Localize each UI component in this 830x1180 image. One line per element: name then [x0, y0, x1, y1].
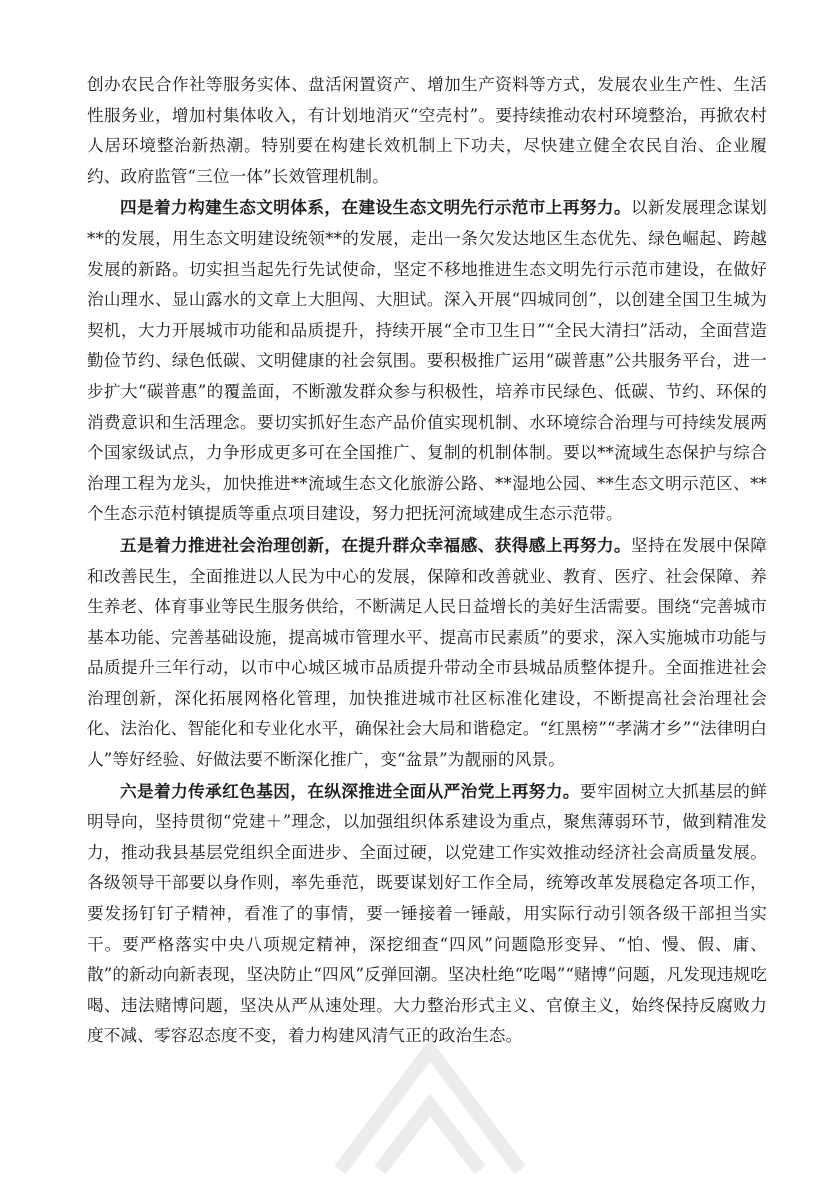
paragraph-ecological-civilization: [87, 192, 767, 530]
paragraph-party-building: [87, 776, 767, 1052]
paragraph-body: 要牢固树立大抓基层的鲜明导向，坚持贯彻“党建＋”理念，以加强组织体系建设为重点，聚焦薄弱环节，做到精准发力，推动我县基层党组织全面进步、全面过硬，以党建工作实效推动经济社会高质量发展。各级领导干部要以身作则，率先垂范，既要谋划好工作全局，统筹改革发展稳定各项工作，要发扬钉钉子精神，看准了的事情，要一锤接着一锤敲，用实际行动引领各级干部担当实干。要严格落实中央八项规定精神，深挖细查“四风”问题隐形变异、“怕、慢、假、庸、散”的新动向新表现，坚决防止“四风”反弹回潮。坚决杜绝“吃喝”“赌博”问题，凡发现违规吃喝、违法赌博问题，坚决从严从速处理。大力整治形式主义、官僚主义，始终保持反腐败力度不减、零容忍态度不变，着力构建风清气正的政治生态。: [87, 781, 767, 1046]
paragraph-body: 坚持在发展中保障和改善民生，全面推进以人民为中心的发展，保障和改善就业、教育、医疗、社会保障、养生养老、体育事业等民生服务供给，不断满足人民日益增长的美好生活需要。围绕“完善城市基本功能、完善基础设施，提高城市管理水平、提高市民素质”的要求，深入实施城市功能与品质提升三年行动，以市中心城区城市品质提升带动全市县城品质整体提升。全面推进社会治理创新，深化拓展网格化管理，加快推进城市社区标准化建设，不断提高社会治理社会化、法治化、智能化和专业化水平，确保社会大局和谐稳定。“红黑榜”“孝满才乡”“法律明白人”等好经验、好做法要不断深化推广，变“盆景”为靓丽的风景。: [87, 535, 767, 770]
document-body: [87, 70, 767, 1052]
paragraph-heading: 四是着力构建生态文明体系，在建设生态文明先行示范市上再努力。: [120, 197, 632, 218]
paragraph-body: 创办农民合作社等服务实体、盘活闲置资产、增加生产资料等方式，发展农业生产性、生活性服务业，增加村集体收入，有计划地消灭“空壳村”。要持续推动农村环境整治，再掀农村人居环境整治新热潮。特别要在构建长效机制上下功夫，尽快建立健全农民自治、企业履约、政府监管“三位一体”长效管理机制。: [87, 75, 767, 186]
paragraph-heading: 六是着力传承红色基因，在纵深推进全面从严治党上再努力。: [120, 780, 580, 801]
paragraph-heading: 五是着力推进社会治理创新，在提升群众幸福感、获得感上再努力。: [120, 534, 632, 555]
paragraph-social-governance: [87, 530, 767, 776]
paragraph-body: 以新发展理念谋划**的发展，用生态文明建设统领**的发展，走出一条欠发达地区生态优先、绿色崛起、跨越发展的新路。切实担当起先行先试使命，坚定不移地推进生态文明先行示范市建设，在做好治山理水、显山露水的文章上大胆闯、大胆试。深入开展“四城同创”，以创建全国卫生城为契机，大力开展城市功能和品质提升，持续开展“全市卫生日”“全民大清扫”活动，全面营造勤俭节约、绿色低碳、文明健康的社会氛围。要积极推广运用“碳普惠”公共服务平台，进一步扩大“碳普惠”的覆盖面，不断激发群众参与积极性，培养市民绿色、低碳、节约、环保的消费意识和生活理念。要切实抓好生态产品价值实现机制、水环境综合治理与可持续发展两个国家级试点，力争形成更多可在全国推广、复制的机制体制。要以**流域生态保护与综合治理工程为龙头，加快推进**流域生态文化旅游公路、**湿地公园、**生态文明示范区、**个生态示范村镇提质等重点项目建设，努力把抚河流域建成生态示范带。: [87, 198, 767, 524]
watermark-logo: [320, 1030, 540, 1180]
paragraph-continuation: [87, 70, 767, 192]
